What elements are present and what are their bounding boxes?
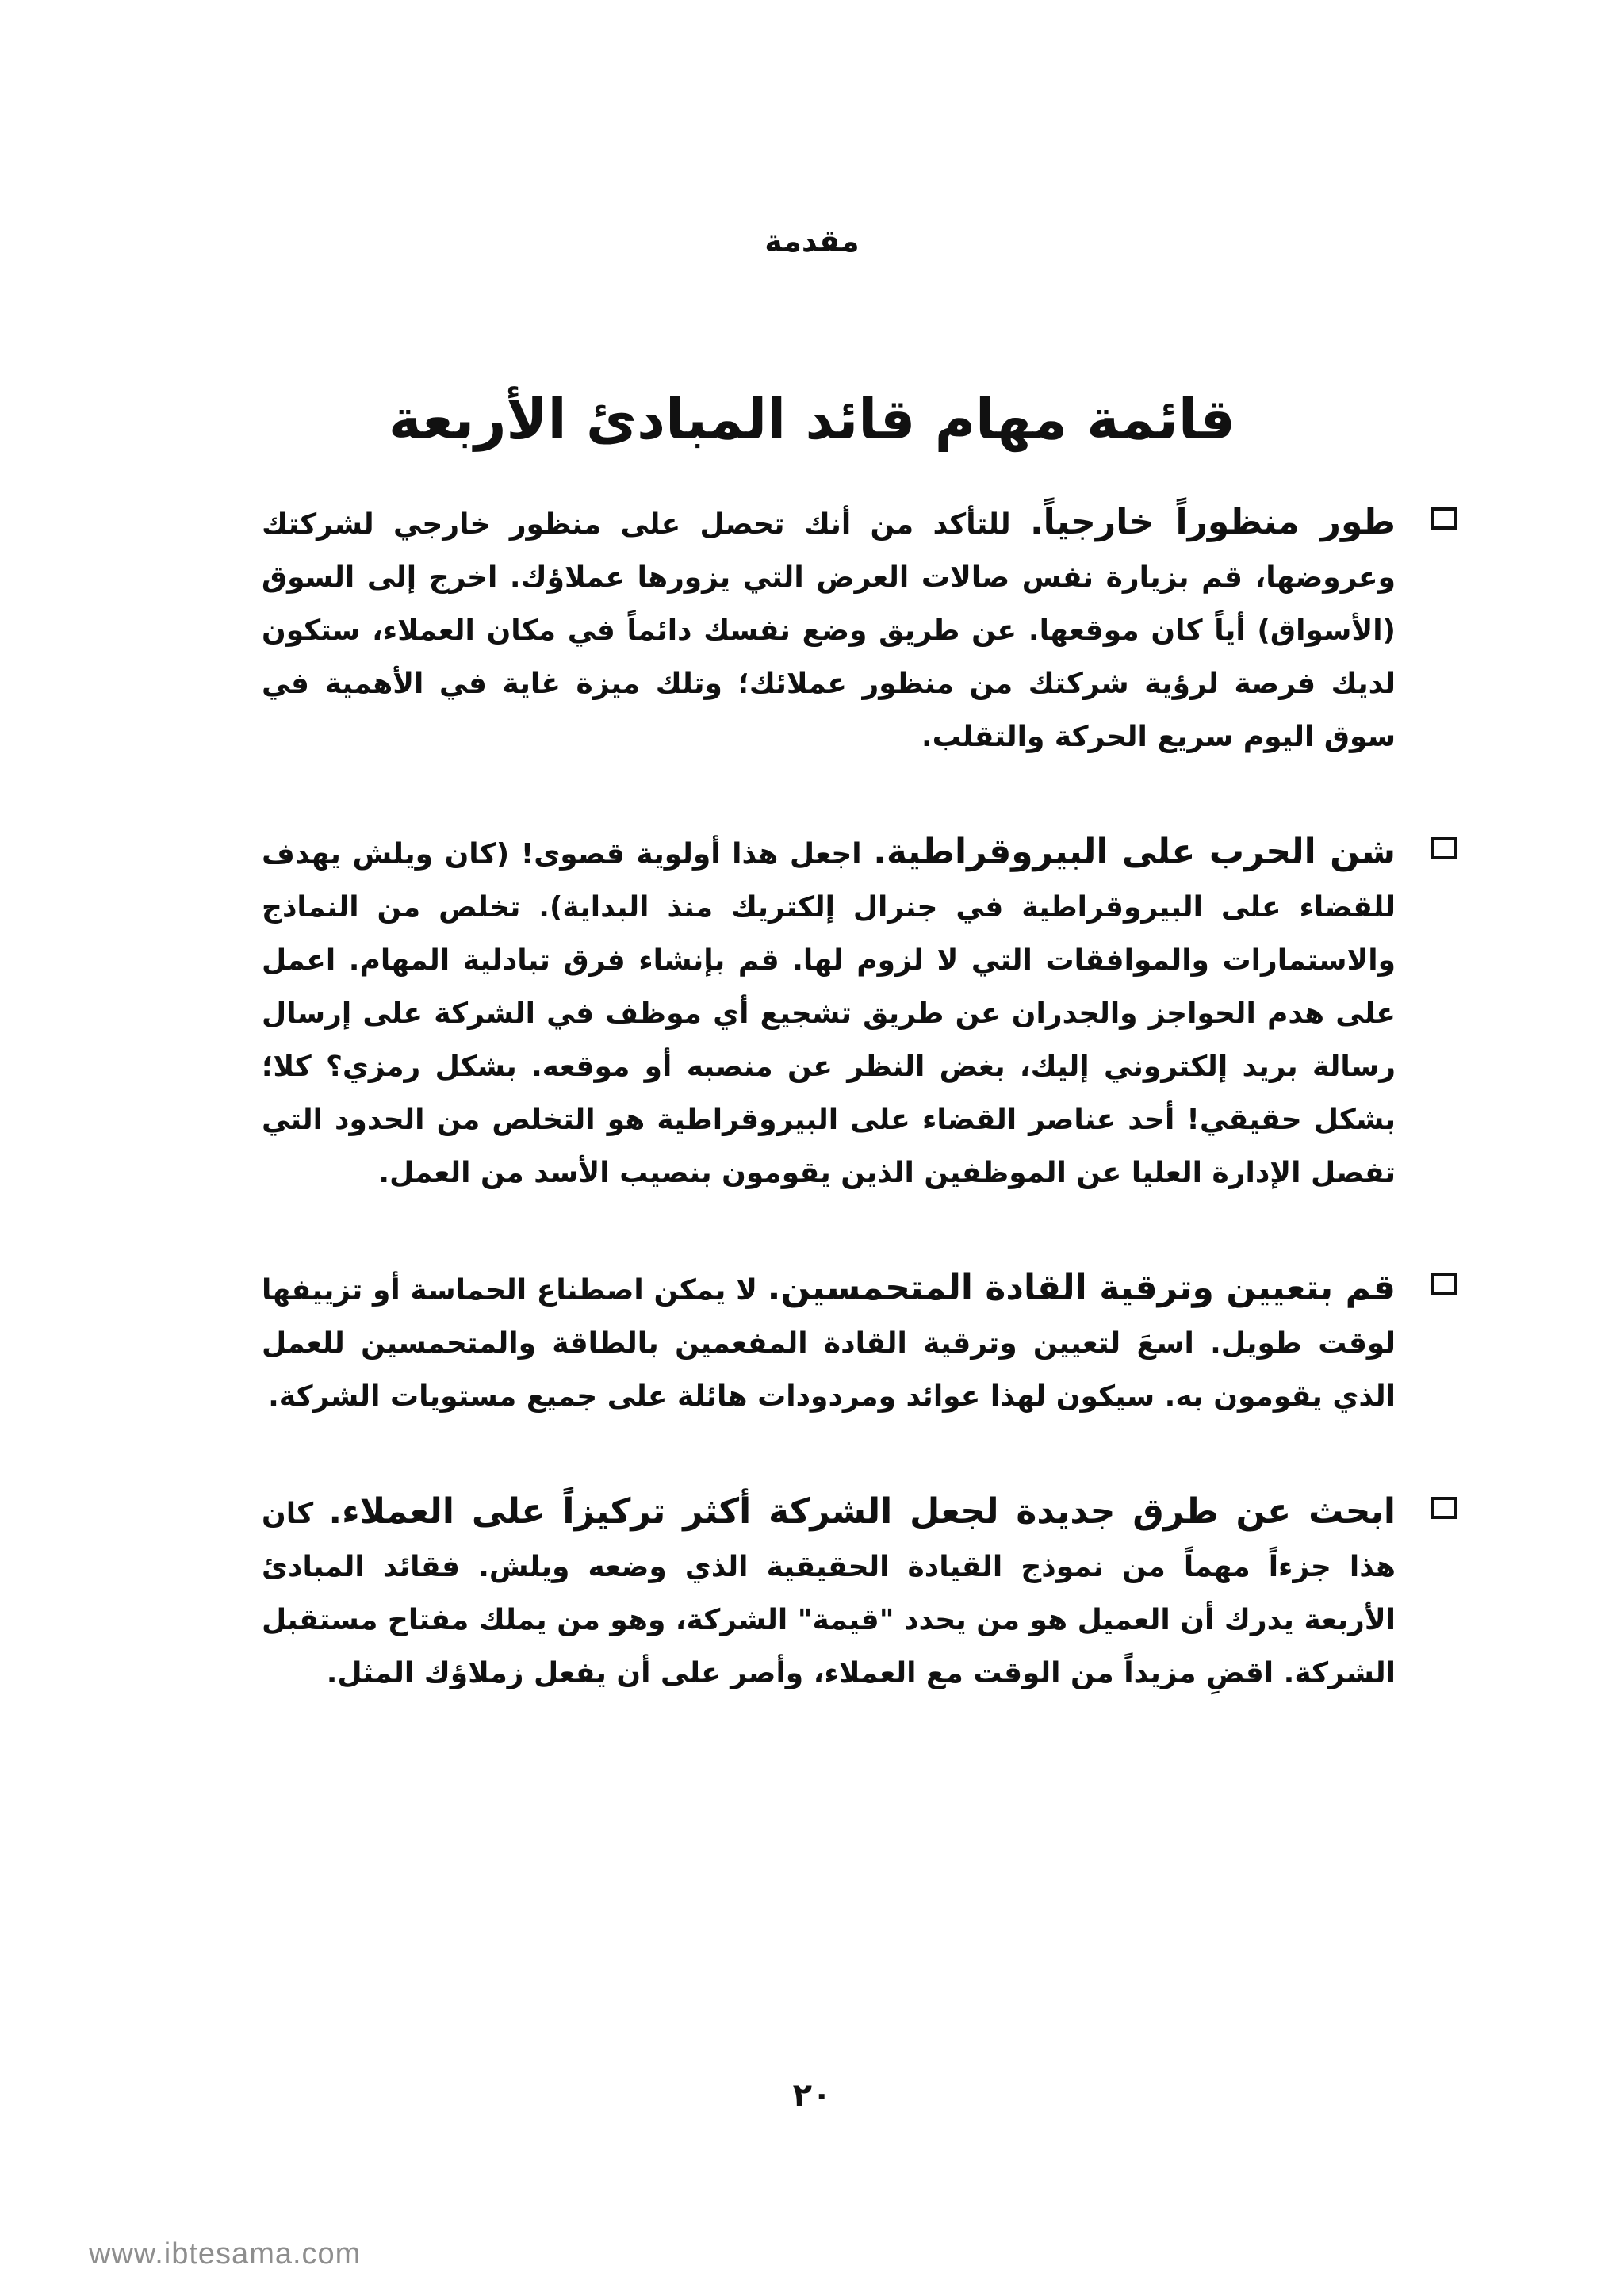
checklist [262, 496, 1396, 1762]
item-heading: قم بتعيين وترقية القادة المتحمسين. [767, 1268, 1396, 1308]
checklist-item [262, 1261, 1396, 1423]
running-head: مقدمة [764, 224, 860, 258]
checkbox-icon [1431, 1497, 1457, 1519]
item-text: اجعل هذا أولوية قصوى! (كان ويلش يهدف للقضاء على البيروقراطية في جنرال إلكتريك منذ البداية). تخلص من النماذج والاستمارات والموافقات التي لا لزوم لها. قم بإنشاء فرق تبادلية المهام. اعمل على هدم الحواجز والجدران عن طريق تشجيع أي موظف في الشركة على إرسال رسالة بريد إلكتروني إليك، بغض النظر عن منصبه أو موقعه. بشكل رمزي؟ كلا؛ بشكل حقيقي! أحد عناصر القضاء على البيروقراطية هو التخلص من الحدود التي تفصل الإدارة العليا عن الموظفين الذين يقومون بنصيب الأسد من العمل. [262, 838, 1396, 1189]
item-text: لا يمكن اصطناع الحماسة أو تزييفها لوقت طويل. اسعَ لتعيين وترقية القادة المفعمين بالطاقة والمتحمسين للعمل الذي يقومون به. سيكون لهذا عوائد ومردودات هائلة على جميع مستويات الشركة. [262, 1274, 1396, 1413]
checkbox-icon [1431, 1273, 1457, 1295]
item-heading: ابحث عن طرق جديدة لجعل الشركة أكثر تركيزاً على العملاء. [328, 1491, 1396, 1532]
checkbox-icon [1431, 837, 1457, 859]
watermark: www.ibtesama.com [89, 2237, 362, 2271]
item-heading: شن الحرب على البيروقراطية. [873, 832, 1396, 872]
checklist-item [262, 496, 1396, 763]
item-heading: طور منظوراً خارجياً. [1029, 502, 1396, 542]
checklist-item [262, 1485, 1396, 1700]
page-number: ٢٠ [792, 2077, 832, 2114]
checklist-item [262, 825, 1396, 1200]
checkbox-icon [1431, 507, 1457, 530]
page-title: قائمة مهام قائد المبادئ الأربعة [388, 387, 1236, 452]
item-text: كان هذا جزءاً مهماً من نموذج القيادة الحقيقية الذي وضعه ويلش. فقائد المبادئ الأربعة يدرك أن العميل هو من يحدد "قيمة" الشركة، وهو من يملك مفتاح مستقبل الشركة. اقضِ مزيداً من الوقت مع العملاء، وأصر على أن يفعل زملاؤك المثل. [262, 1498, 1396, 1689]
item-text: للتأكد من أنك تحصل على منظور خارجي لشركتك وعروضها، قم بزيارة نفس صالات العرض التي يزورها عملاؤك. اخرج إلى السوق (الأسواق) أياً كان موقعها. عن طريق وضع نفسك دائماً في مكان العملاء، ستكون لديك فرصة لرؤية شركتك من منظور عملائك؛ وتلك ميزة غاية في الأهمية في سوق اليوم سريع الحركة والتقلب. [262, 508, 1396, 753]
